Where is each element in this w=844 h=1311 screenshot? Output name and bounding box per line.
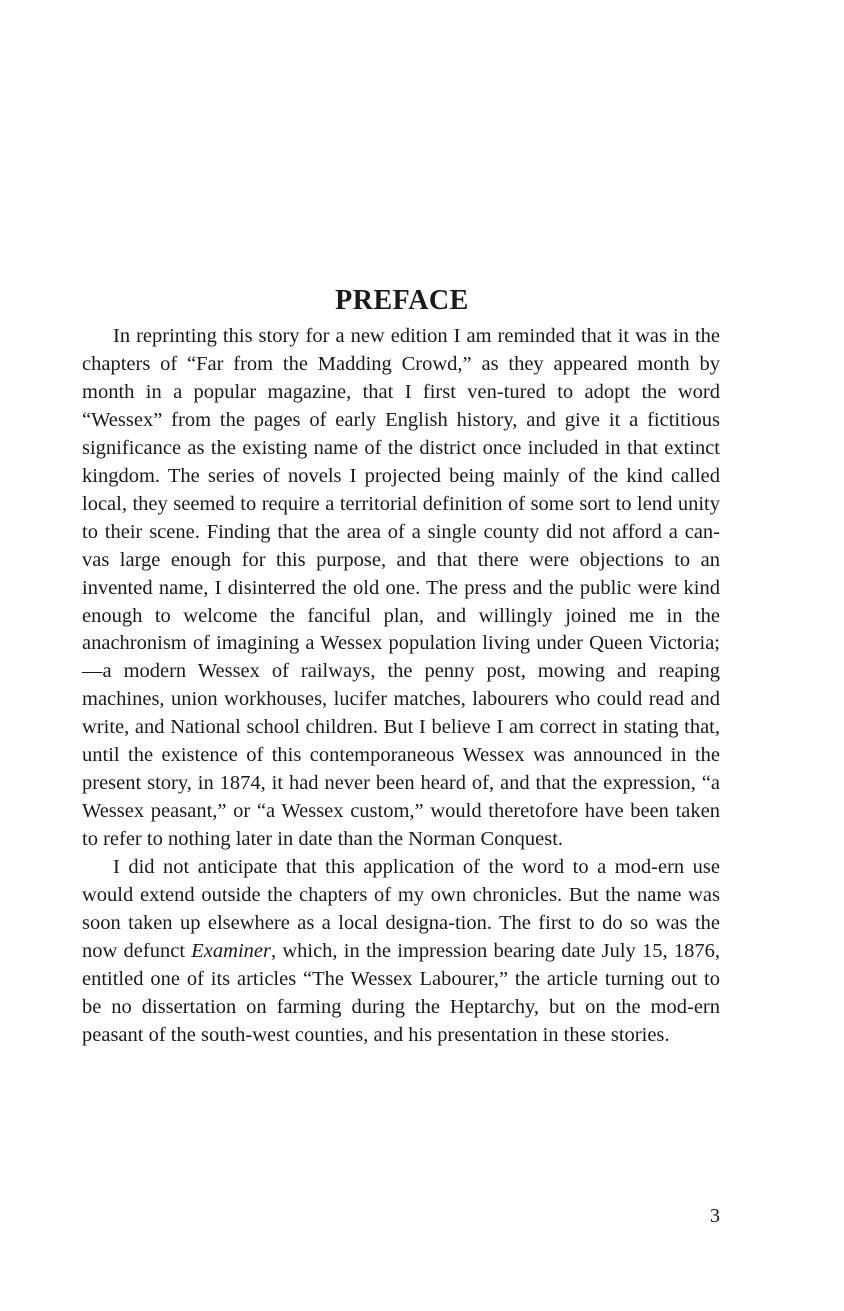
paragraph-2-text-end: , which, in the impression bearing date July 15, 1876, entitled one of its articles “The Wessex Labourer,” the article turning out to be no dissertation on farming during the Heptarchy, but on the mod-ern peasant of the south-west counties, and his presentation in these stories. [82,939,720,1046]
page-number: 3 [710,1205,720,1227]
examiner-italic: Examiner [191,939,271,962]
paragraph-2 [82,854,720,1050]
paragraph-1 [82,323,720,854]
paragraph-2-text-start: I did not anticipate that this application of the word to a mod-ern use would extend outside the chapters of my own chronicles. But the name was soon taken up elsewhere as a local designa-tion. The first to do so was the now defunct [82,856,720,962]
page-title: PREFACE [335,284,469,316]
body-text [82,323,720,1050]
paragraph-1-text: In reprinting this story for a new edition I am reminded that it was in the chapters of “Far from the Madding Crowd,” as they appeared month by month in a popular magazine, that I first ven-tured to adopt the word “Wessex” from the pages of early English history, and give it a fictitious significance as the existing name of the district once included in that extinct kingdom. The series of novels I projected being mainly of the kind called local, they seemed to require a territorial definition of some sort to lend unity to their scene. Finding that the area of a single county did not afford a can-vas large enough for this purpose, and that there were objections to an invented name, I disinterred the old one. The press and the public were kind enough to welcome the fanciful plan, and willingly joined me in the anachronism of imagining a Wessex population living under Queen Victoria;—a modern Wessex of railways, the penny post, mowing and reaping machines, union workhouses, lucifer matches, labourers who could read and write, and National school children. But I believe I am correct in stating that, until the existence of this contemporaneous Wessex was announced in the present story, in 1874, it had never been heard of, and that the expression, “a Wessex peasant,” or “a Wessex custom,” would theretofore have been taken to refer to nothing later in date than the Norman Conquest. [82,325,720,851]
